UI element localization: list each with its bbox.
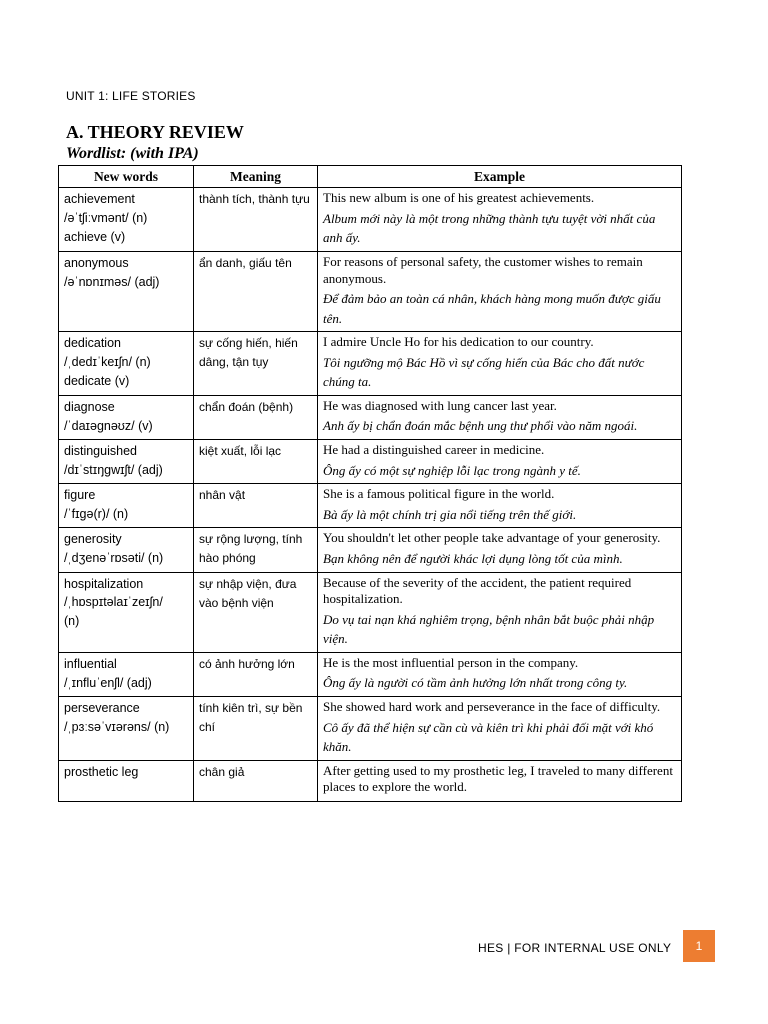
column-header: Meaning <box>194 166 318 188</box>
example-english: He was diagnosed with lung cancer last year. <box>323 397 557 413</box>
example-english: You shouldn't let other people take advantage of your generosity. <box>323 530 661 546</box>
example-vietnamese: Album mới này là một trong những thành tựu tuyệt vời nhất của anh ấy. <box>323 210 656 246</box>
wordlist-table <box>58 165 682 802</box>
word-form: dedicate (v) <box>64 373 130 388</box>
headword: hospitalization <box>64 576 144 591</box>
headword: achievement <box>64 192 135 207</box>
meaning-cell: tính kiên trì, sự bền chí <box>194 696 318 760</box>
word-cell <box>59 439 194 483</box>
example-english: I admire Uncle Ho for his dedication to our country. <box>323 334 594 350</box>
word-cell <box>59 572 194 652</box>
example-cell <box>318 251 682 331</box>
word-cell <box>59 652 194 696</box>
word-form: achieve (v) <box>64 229 126 244</box>
table-row <box>59 188 682 252</box>
example-cell <box>318 528 682 572</box>
headword: perseverance <box>64 700 140 715</box>
table-row <box>59 760 682 801</box>
meaning-cell: ẩn danh, giấu tên <box>194 251 318 331</box>
example-english: After getting used to my prosthetic leg, I traveled to many different places to explore the world. <box>323 762 673 795</box>
headword: anonymous <box>64 255 129 270</box>
example-vietnamese: Ông ấy là người có tầm ảnh hưởng lớn nhất trong công ty. <box>323 675 628 691</box>
meaning-cell: thành tích, thành tựu <box>194 188 318 252</box>
meaning-cell: có ảnh hưởng lớn <box>194 652 318 696</box>
word-cell <box>59 760 194 801</box>
table-row <box>59 572 682 652</box>
example-vietnamese: Do vụ tai nạn khá nghiêm trọng, bệnh nhân bắt buộc phải nhập viện. <box>323 611 655 647</box>
table-row <box>59 528 682 572</box>
page-number: 1 <box>683 930 715 962</box>
meaning-cell: sự rộng lượng, tính hào phóng <box>194 528 318 572</box>
example-english: This new album is one of his greatest achievements. <box>323 190 595 206</box>
table-row <box>59 696 682 760</box>
word-cell <box>59 696 194 760</box>
headword: influential <box>64 656 117 671</box>
example-vietnamese: Ông ấy có một sự nghiệp lỗi lạc trong ngành y tế. <box>323 462 581 478</box>
ipa-text: /ˌpɜːsəˈvɪərəns/ (n) <box>64 719 170 734</box>
headword: generosity <box>64 532 122 547</box>
table-row <box>59 332 682 396</box>
word-cell <box>59 484 194 528</box>
example-vietnamese: Để đảm bảo an toàn cá nhân, khách hàng mong muốn được giấu tên. <box>323 291 661 326</box>
word-cell <box>59 251 194 331</box>
ipa-text: /ˌhɒspɪtəlaɪˈzeɪʃn/ <box>64 595 163 610</box>
word-cell <box>59 188 194 252</box>
table-row <box>59 251 682 331</box>
table-row <box>59 652 682 696</box>
headword: prosthetic leg <box>64 764 139 779</box>
example-cell <box>318 652 682 696</box>
meaning-cell: sự nhập viện, đưa vào bệnh viện <box>194 572 318 652</box>
example-cell <box>318 395 682 439</box>
meaning-cell: chẩn đoán (bệnh) <box>194 395 318 439</box>
headword: diagnose <box>64 399 115 414</box>
example-cell <box>318 572 682 652</box>
example-english: She is a famous political figure in the world. <box>323 486 555 502</box>
word-cell <box>59 395 194 439</box>
ipa-text: /ˈfɪɡə(r)/ (n) <box>64 506 129 521</box>
example-vietnamese: Anh ấy bị chẩn đoán mắc bệnh ung thư phổi vào năm ngoái. <box>323 418 638 434</box>
example-english: Because of the severity of the accident, the patient required hospitalization. <box>323 574 632 607</box>
example-cell <box>318 760 682 801</box>
ipa-text: /əˈtʃiːvmənt/ (n) <box>64 211 148 226</box>
example-english: He is the most influential person in the company. <box>323 654 579 670</box>
table-row <box>59 484 682 528</box>
example-cell <box>318 696 682 760</box>
meaning-cell: sự cống hiến, hiến dâng, tận tụy <box>194 332 318 396</box>
headword: distinguished <box>64 443 137 458</box>
example-vietnamese: Tôi ngưỡng mộ Bác Hồ vì sự cống hiến của Bác cho đất nước chúng ta. <box>323 354 645 390</box>
example-cell <box>318 188 682 252</box>
ipa-text: /ˌɪnfluˈenʃl/ (adj) <box>64 675 152 690</box>
table-row <box>59 395 682 439</box>
subsection-heading: Wordlist: (with IPA) <box>66 145 199 162</box>
headword: figure <box>64 488 96 503</box>
ipa-text: /ˌdʒenəˈrɒsəti/ (n) <box>64 550 164 565</box>
meaning-cell: chân giả <box>194 760 318 801</box>
footer-text: HES | FOR INTERNAL USE ONLY <box>478 941 672 955</box>
example-vietnamese: Bà ấy là một chính trị gia nổi tiếng trên thế giới. <box>323 506 577 522</box>
word-form: (n) <box>64 614 80 629</box>
example-english: He had a distinguished career in medicine. <box>323 441 545 457</box>
example-english: For reasons of personal safety, the customer wishes to remain anonymous. <box>323 253 643 286</box>
unit-title: UNIT 1: LIFE STORIES <box>66 89 196 103</box>
ipa-text: /əˈnɒnɪməs/ (adj) <box>64 274 160 289</box>
example-vietnamese: Cô ấy đã thể hiện sự cần cù và kiên trì khi phải đối mặt với khó khăn. <box>323 719 654 755</box>
meaning-cell: kiệt xuất, lỗi lạc <box>194 439 318 483</box>
table-row <box>59 439 682 483</box>
example-cell <box>318 439 682 483</box>
ipa-text: /dɪˈstɪŋɡwɪʃt/ (adj) <box>64 462 163 477</box>
table-header-row <box>59 166 682 188</box>
meaning-cell: nhân vật <box>194 484 318 528</box>
column-header: New words <box>59 166 194 188</box>
example-english: She showed hard work and perseverance in the face of difficulty. <box>323 698 661 714</box>
headword: dedication <box>64 336 121 351</box>
example-cell <box>318 332 682 396</box>
ipa-text: /ˈdaɪəɡnəʊz/ (v) <box>64 418 153 433</box>
word-cell <box>59 332 194 396</box>
example-vietnamese: Bạn không nên để người khác lợi dụng lòng tốt của mình. <box>323 550 623 566</box>
column-header: Example <box>318 166 682 188</box>
example-cell <box>318 484 682 528</box>
section-heading: A. THEORY REVIEW <box>66 122 244 142</box>
word-cell <box>59 528 194 572</box>
ipa-text: /ˌdedɪˈkeɪʃn/ (n) <box>64 354 151 369</box>
